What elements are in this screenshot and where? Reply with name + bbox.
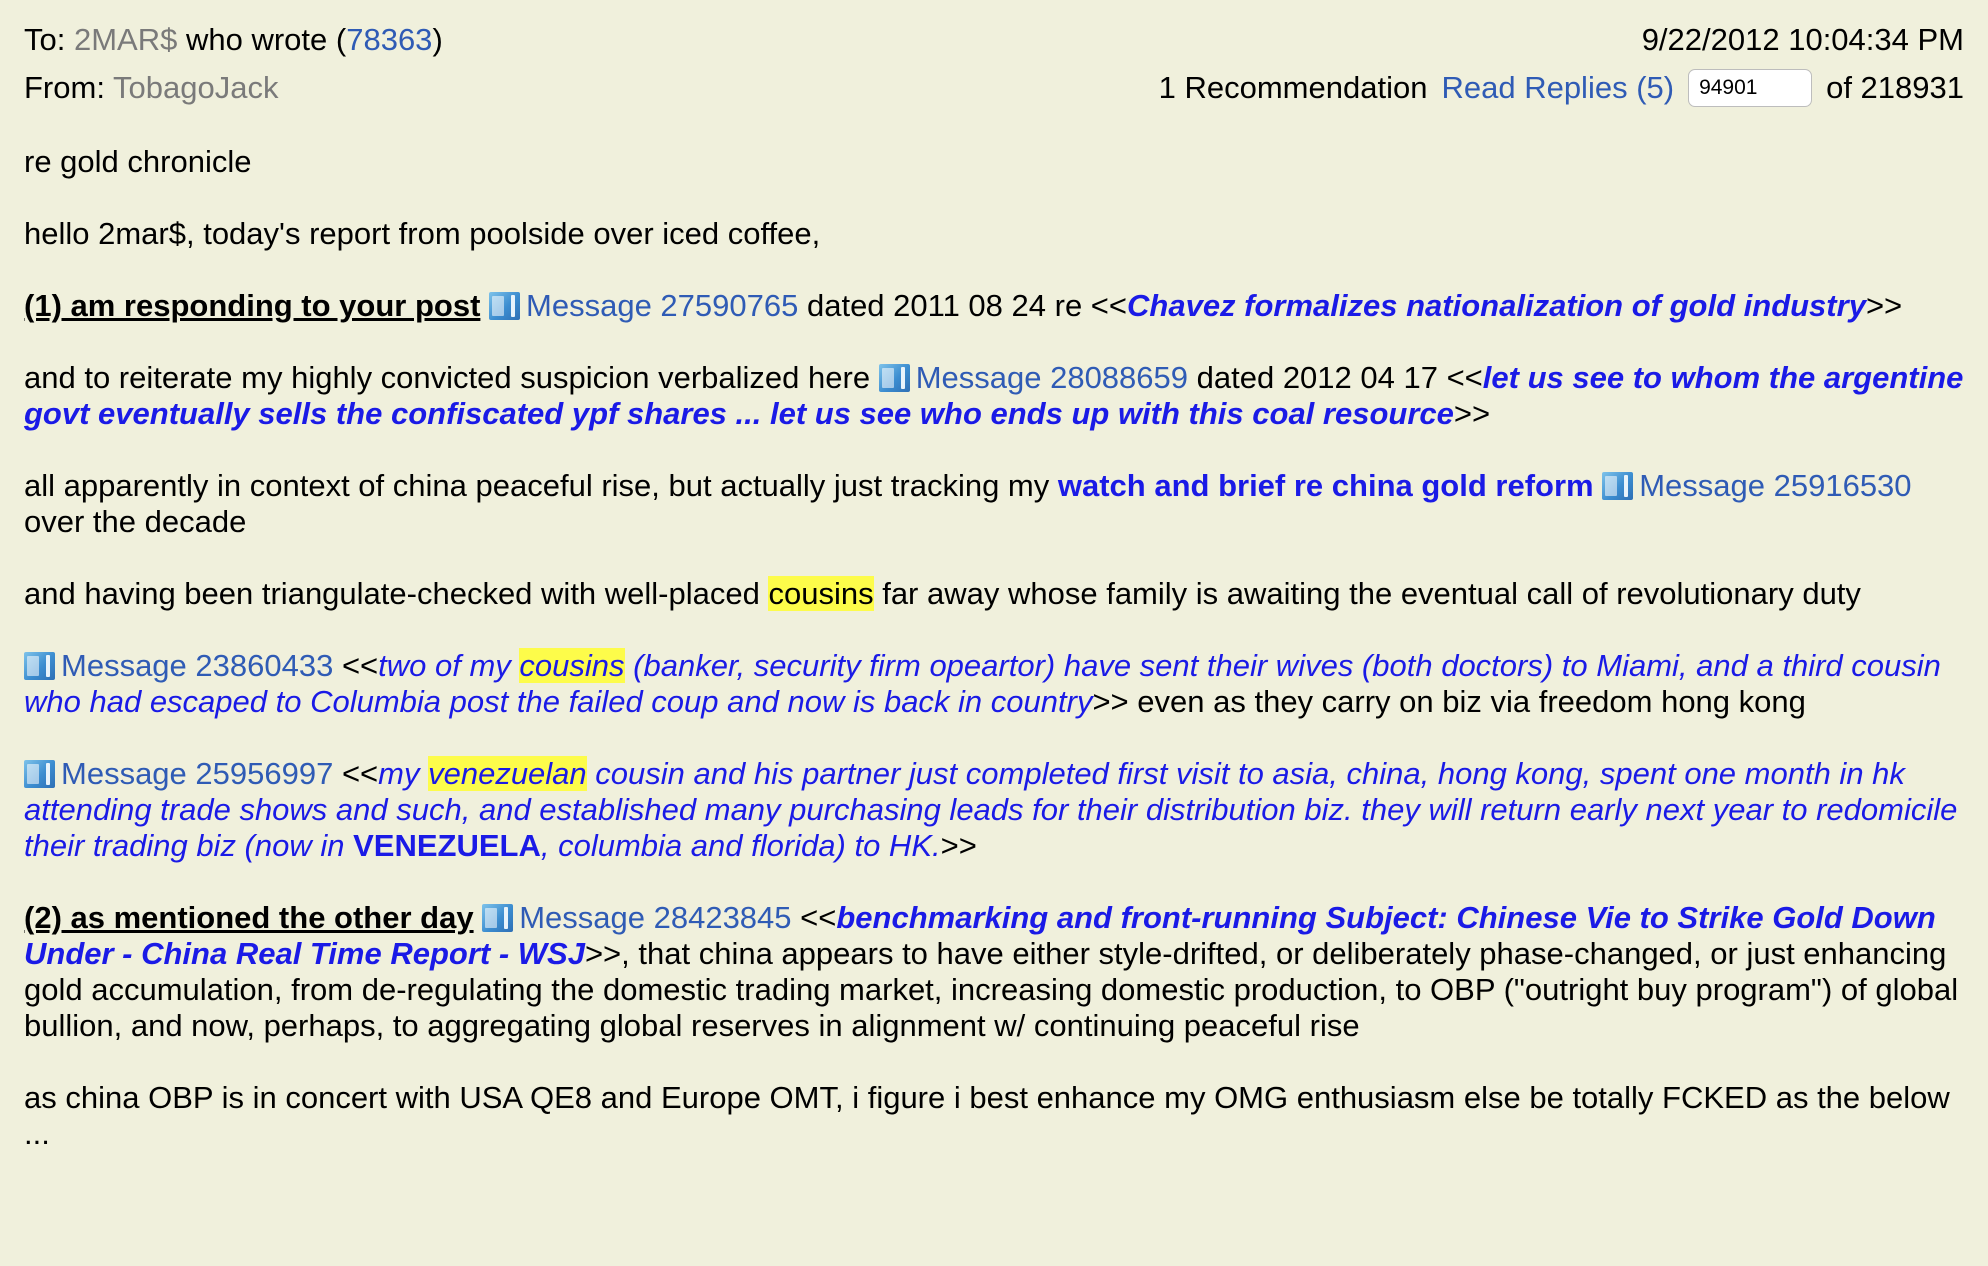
- si-icon[interactable]: [1602, 472, 1633, 500]
- paragraph-3: [24, 288, 1964, 324]
- quote-open: <<: [333, 648, 379, 683]
- si-icon[interactable]: [24, 652, 55, 680]
- to-label: To:: [24, 22, 66, 57]
- si-icon[interactable]: [489, 292, 520, 320]
- paragraph-4: [24, 360, 1964, 432]
- message-number-input[interactable]: [1688, 69, 1812, 107]
- paragraph-7: [24, 648, 1964, 720]
- paragraph-9: [24, 900, 1964, 1044]
- header-from-row: [24, 64, 1964, 112]
- paragraph-8: [24, 756, 1964, 864]
- paragraph-1: re gold chronicle: [24, 144, 252, 179]
- quote-text: cousin and his partner just completed first visit to asia, china, hong kong, spent one month in hk attending trade shows and such, and established many purchasing leads for their distribution biz. they will return early next year to redomicile their trading biz (now in: [24, 756, 1958, 863]
- body-text: >>, that china appears to have either style-drifted, or deliberately phase-changed, or just enhancing gold accumulation, from de-regulating the domestic trading market, increasing domestic production, to OBP ("outright buy program") of global bullion, and now, perhaps, to aggregating global reserves in alignment w/ continuing peaceful rise: [24, 936, 1959, 1043]
- parent-message-link[interactable]: 78363: [346, 22, 433, 57]
- message-link-27590765[interactable]: Message 27590765: [526, 288, 799, 323]
- quote-open: <<: [791, 900, 837, 935]
- quote-text: let us see to whom the argentine govt eventually sells the confiscated ypf shares ... let us see who ends up with this coal resource: [24, 360, 1964, 431]
- message-body: [24, 144, 1964, 1152]
- message-view: [0, 16, 1988, 1152]
- message-link-28423845[interactable]: Message 28423845: [519, 900, 792, 935]
- close-paren: ): [432, 22, 443, 57]
- read-replies-link[interactable]: Read Replies (5): [1441, 70, 1675, 105]
- dated-text: dated 2011 08 24 re <<: [798, 288, 1128, 323]
- from-label: From:: [24, 70, 105, 105]
- bold-term: VENEZUELA: [353, 828, 541, 863]
- si-icon[interactable]: [879, 364, 910, 392]
- paragraph-10: as china OBP is in concert with USA QE8 and Europe OMT, i figure i best enhance my OMG enthusiasm else be totally FCKED as the below ...: [24, 1080, 1950, 1151]
- quote-open: <<: [333, 756, 379, 791]
- message-link-28088659[interactable]: Message 28088659: [915, 360, 1189, 395]
- highlighted-term: venezuelan: [428, 756, 587, 791]
- quote-text: , columbia and florida) to HK.: [540, 828, 941, 863]
- body-text: far away whose family is awaiting the eventual call of revolutionary duty: [873, 576, 1861, 611]
- si-icon[interactable]: [24, 760, 55, 788]
- quote-close: >>: [1865, 288, 1903, 323]
- highlighted-term: cousins: [519, 648, 625, 683]
- from-user-link[interactable]: TobagoJack: [113, 70, 279, 105]
- highlighted-term: cousins: [768, 576, 874, 611]
- quote-text: benchmarking and front-running Subject: Chinese Vie to Strike Gold Down Under - China Real Time Report - WSJ: [24, 900, 1936, 971]
- bold-link-text: watch and brief re china gold reform: [1057, 468, 1594, 503]
- post-datetime: 9/22/2012 10:04:34 PM: [1641, 22, 1964, 57]
- message-link-25956997[interactable]: Message 25956997: [61, 756, 334, 791]
- quote-text: (banker, security firm opeartor) have sent their wives (both doctors) to Miami, and a third cousin who had escaped to Columbia post the failed coup and now is back in country: [24, 648, 1941, 719]
- to-line: [24, 22, 443, 58]
- body-text: over the decade: [24, 504, 247, 539]
- to-user-link[interactable]: 2MAR$: [73, 22, 178, 57]
- body-text: and to reiterate my highly convicted suspicion verbalized here: [24, 360, 879, 395]
- paragraph-5: [24, 468, 1964, 540]
- paragraph-2: hello 2mar$, today's report from poolside over iced coffee,: [24, 216, 821, 251]
- si-icon[interactable]: [482, 904, 513, 932]
- quote-text: my: [378, 756, 429, 791]
- section-2-heading: (2) as mentioned the other day: [24, 900, 474, 935]
- body-text: >> even as they carry on biz via freedom hong kong: [1092, 684, 1806, 719]
- quote-close: >>: [940, 828, 977, 863]
- dated-text: dated 2012 04 17 <<: [1188, 360, 1483, 395]
- header-to-row: [24, 16, 1964, 64]
- message-nav: [1159, 69, 1964, 107]
- message-link-25916530[interactable]: Message 25916530: [1639, 468, 1912, 503]
- message-link-23860433[interactable]: Message 23860433: [61, 648, 334, 683]
- section-1-heading: (1) am responding to your post: [24, 288, 481, 323]
- who-wrote-text: who wrote (: [185, 22, 347, 57]
- quote-text: Chavez formalizes nationalization of gold industry: [1127, 288, 1866, 323]
- from-line: [24, 70, 278, 106]
- quote-close: >>: [1453, 396, 1491, 431]
- quote-text: two of my: [378, 648, 520, 683]
- paragraph-6: [24, 576, 1964, 612]
- body-text: all apparently in context of china peaceful rise, but actually just tracking my: [24, 468, 1058, 503]
- total-messages: of 218931: [1826, 70, 1964, 105]
- body-text: and having been triangulate-checked with well-placed: [24, 576, 769, 611]
- recommendation-count[interactable]: 1 Recommendation: [1158, 70, 1428, 105]
